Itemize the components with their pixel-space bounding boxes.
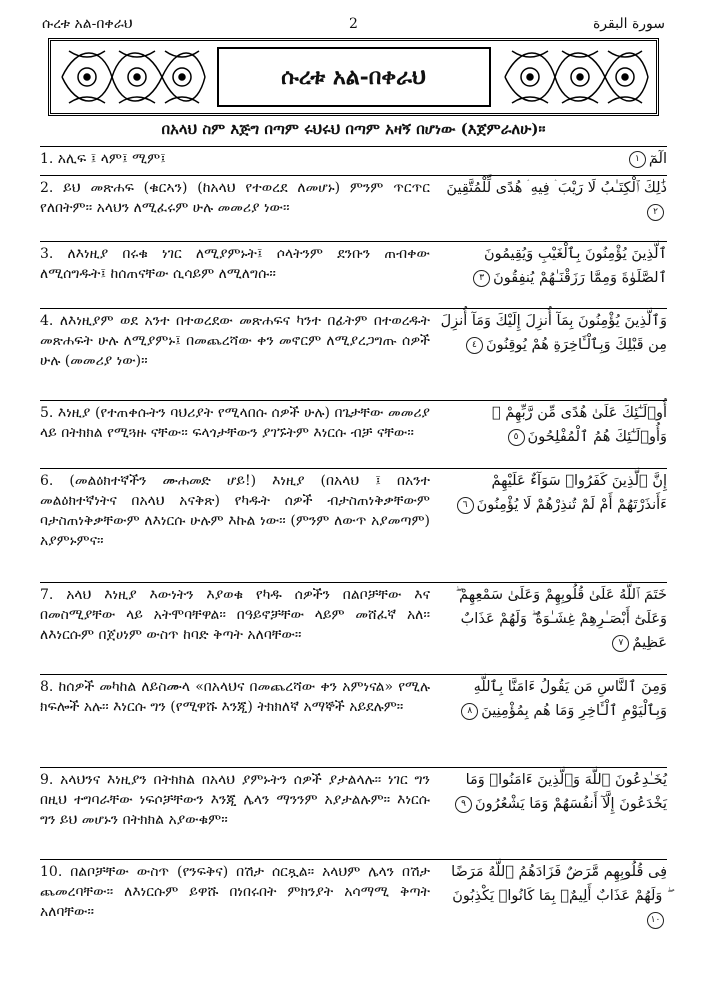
verse-amharic: 7. አላህ እነዚያ እውነትን እያወቁ የካዱ ሰዎችን በልቦቻቸው እና በመስሚያቸው ላይ አትሞባቸዋል፡፡ በዓይኖቻቸው ላይም መሸፈኛ አለ፡፡ ለእነርሱም በጀሀነም ውስጥ ከባድ ቅጣት አለባቸው። <box>40 587 430 643</box>
verse-number-marker: ٤ <box>466 337 483 354</box>
arabic-text: ٱلَّذِينَ يُؤْمِنُونَ بِٱلْغَيْبِ وَيُقِيمُونَ ٱلصَّلَوٰةَ وَمِمَّا رَزَقْنَـٰهُمْ يُنفِقُونَ <box>483 246 667 286</box>
surah-title-banner <box>48 38 659 116</box>
verse-arabic <box>430 309 667 400</box>
header-surah-title-arabic: سورة البقرة <box>592 16 665 32</box>
verse-amharic: 4. ለእነዚያም ወደ አንተ በተወረደው መጽሐፍና ካንተ በፊትም በተወረዱት መጽሐፍት ሁሉ ለሚያምኑ፤ በመጨረሻው ቀን መኖርም ለሚያረጋግጡ ሰዎች ሁሉ (መመሪያ ነው)። <box>40 313 430 369</box>
verse-row <box>40 675 667 767</box>
verse-number-marker: ٧ <box>612 635 629 652</box>
arabesque-ornament-icon <box>57 45 207 109</box>
verse-number-marker: ٢ <box>647 204 664 221</box>
verse-number-marker: ١ <box>629 151 646 168</box>
verse-arabic <box>430 242 667 308</box>
arabic-text: يُخَـٰدِعُونَ ٱللَّهَ وَٱلَّذِينَ ءَامَنُوا۟ وَمَا يَخْدَعُونَ إِلَّآ أَنفُسَهُمْ وَمَا يَشْعُرُونَ <box>465 772 667 812</box>
arabic-text: ذَٰلِكَ ٱلْكِتَـٰبُ لَا رَيْبَ ۛ فِيهِ ۛ هُدًى لِّلْمُتَّقِينَ <box>446 180 667 196</box>
verse-amharic: 1. አሊፍ ፤ ላም፤ ሚም፤ <box>40 151 166 167</box>
verse-row <box>40 401 667 468</box>
page-header <box>42 14 665 34</box>
verse-number-marker: ٨ <box>461 703 478 720</box>
verse-arabic <box>430 147 667 175</box>
verse-number-marker: ٦ <box>457 497 474 514</box>
verse-arabic <box>430 469 667 582</box>
arabic-text: وَمِنَ ٱلنَّاسِ مَن يَقُولُ ءَامَنَّا بِٱللَّهِ وَبِٱلْيَوْمِ ٱلْـَٔاخِرِ وَمَا هُم بِمُؤْمِنِينَ <box>473 679 667 719</box>
verse-amharic: 2. ይህ መጽሐፍ (ቁርኣን) (ከአላህ የተወረደ ለመሆኑ) ምንም ጥርጥር የለበትም፡፡ አላህን ለሚፈሩም ሁሉ መመሪያ ነው፡፡ <box>40 180 430 216</box>
verse-arabic <box>430 583 667 674</box>
verse-row <box>40 583 667 674</box>
verse-amharic: 8. ከሰዎች መካከል ለይስሙላ «በአላህና በመጨረሻው ቀን አምነናል» የሚሉ ክፍሎች አሉ፡፡ እነርሱ ግን (የሚዋሹ እንጂ) ትክክለኛ አማኞች አይደሉም። <box>40 679 430 715</box>
verse-arabic <box>430 675 667 767</box>
basmala: በአላህ ስም እጅግ በጣም ሩህሩህ በጣም አዛኝ በሆነው (እጀምራለሁ)። <box>161 120 546 138</box>
surah-title: ሱረቱ አል-በቀራህ <box>217 47 491 107</box>
verse-row <box>40 176 667 241</box>
verse-amharic: 5. እነዚያ (የተጠቀሱትን ባህሪያት የሚላበሱ ሰዎች ሁሉ) በጌታቸው መመሪያ ላይ በትክክል የሚጓዙ ናቸው፡፡ ፍላጎታቸውን ያገኙትም እነርሱ ብቻ ናቸው። <box>40 405 430 441</box>
arabesque-ornament-icon <box>500 45 650 109</box>
arabic-text: خَتَمَ ٱللَّهُ عَلَىٰ قُلُوبِهِمْ وَعَلَىٰ سَمْعِهِمْ ۖ وَعَلَىٰٓ أَبْصَـٰرِهِمْ غِشَـٰوَةٌ ۖ وَلَهُمْ عَذَابٌ عَظِيمٌ <box>455 587 667 651</box>
arabic-text: إِنَّ ٱلَّذِينَ كَفَرُوا۟ سَوَآءٌ عَلَيْهِمْ ءَأَنذَرْتَهُمْ أَمْ لَمْ تُنذِرْهُمْ لَا يُؤْمِنُونَ <box>476 473 667 513</box>
verse-arabic <box>430 401 667 468</box>
verse-row <box>40 147 667 175</box>
verse-row <box>40 768 667 859</box>
arabic-text: فِى قُلُوبِهِم مَّرَضٌ فَزَادَهُمُ ٱللَّهُ مَرَضًا ۖ وَلَهُمْ عَذَابٌ أَلِيمٌۢ بِمَا كَانُوا۟ يَكْذِبُونَ <box>451 864 667 904</box>
arabic-text: الٓمٓ <box>648 151 667 167</box>
verse-row <box>40 860 667 954</box>
verse-row <box>40 309 667 400</box>
verse-amharic: 10. በልቦቻቸው ውስጥ (የንፍቅና) በሽታ ሰርጿል። አላህም ሌላን በሽታ ጨመረባቸው፡፡ ለእነርሱም ይዋሹ በነበሩበት ምክንያት አሳማሚ ቅጣት አለባቸው። <box>40 864 430 920</box>
verse-amharic: 6. (መልዕክተኛችን ሙሐመድ ሆይ!) እነዚያ (በአላህ ፤ በአንተ መልዕክተኛነትና በአላህ አናቅጽ) የካዱት ሰዎች ብታስጠነቅቃቸውም ባታስጠነቅቃቸውም ለእነርሱ ሁሉም እኩል ነው፡፡ (ምንም ለውጥ አያመጣም) አያምኑምና። <box>40 473 430 549</box>
arabic-text: وَٱلَّذِينَ يُؤْمِنُونَ بِمَآ أُنزِلَ إِلَيْكَ وَمَآ أُنزِلَ مِن قَبْلِكَ وَبِٱلْـَٔاخِرَةِ هُمْ يُوقِنُونَ <box>440 313 667 353</box>
header-surah-title-amharic: ሱረቱ አል-በቀራህ <box>42 16 133 32</box>
verse-number-marker: ٣ <box>473 270 490 287</box>
verse-number-marker: ٩ <box>455 796 472 813</box>
verse-arabic <box>430 176 667 241</box>
verse-number-marker: ٥ <box>508 429 525 446</box>
verse-arabic <box>430 860 667 954</box>
verse-row <box>40 469 667 582</box>
verse-number-marker: ١٠ <box>647 912 664 929</box>
verse-arabic <box>430 768 667 859</box>
arabic-text: أُو۟لَـٰٓئِكَ عَلَىٰ هُدًى مِّن رَّبِّهِمْ ۖ وَأُو۟لَـٰٓئِكَ هُمُ ٱلْمُفْلِحُونَ <box>491 405 667 445</box>
verse-amharic: 3. ለእነዚያ በሩቁ ነገር ለሚያምኑት፤ ሶላትንም ደንቡን ጠብቀው ለሚሰግዱት፤ ከሰጠናቸው ሲሳይም ለሚለግሱ። <box>40 246 430 282</box>
verse-row <box>40 242 667 308</box>
verse-amharic: 9. አላህንና እነዚያን በትክክል በአላህ ያምኑትን ሰዎች ያታልላሉ፡፡ ነገር ግን በዚህ ተግባራቸው ነፍሶቻቸውን እንጂ ሌላን ማንንም አያታልሉም። እነርሱ ግን ይህ መሆኑን በትክክል አያውቁም። <box>40 772 430 828</box>
page-number: 2 <box>349 16 358 32</box>
